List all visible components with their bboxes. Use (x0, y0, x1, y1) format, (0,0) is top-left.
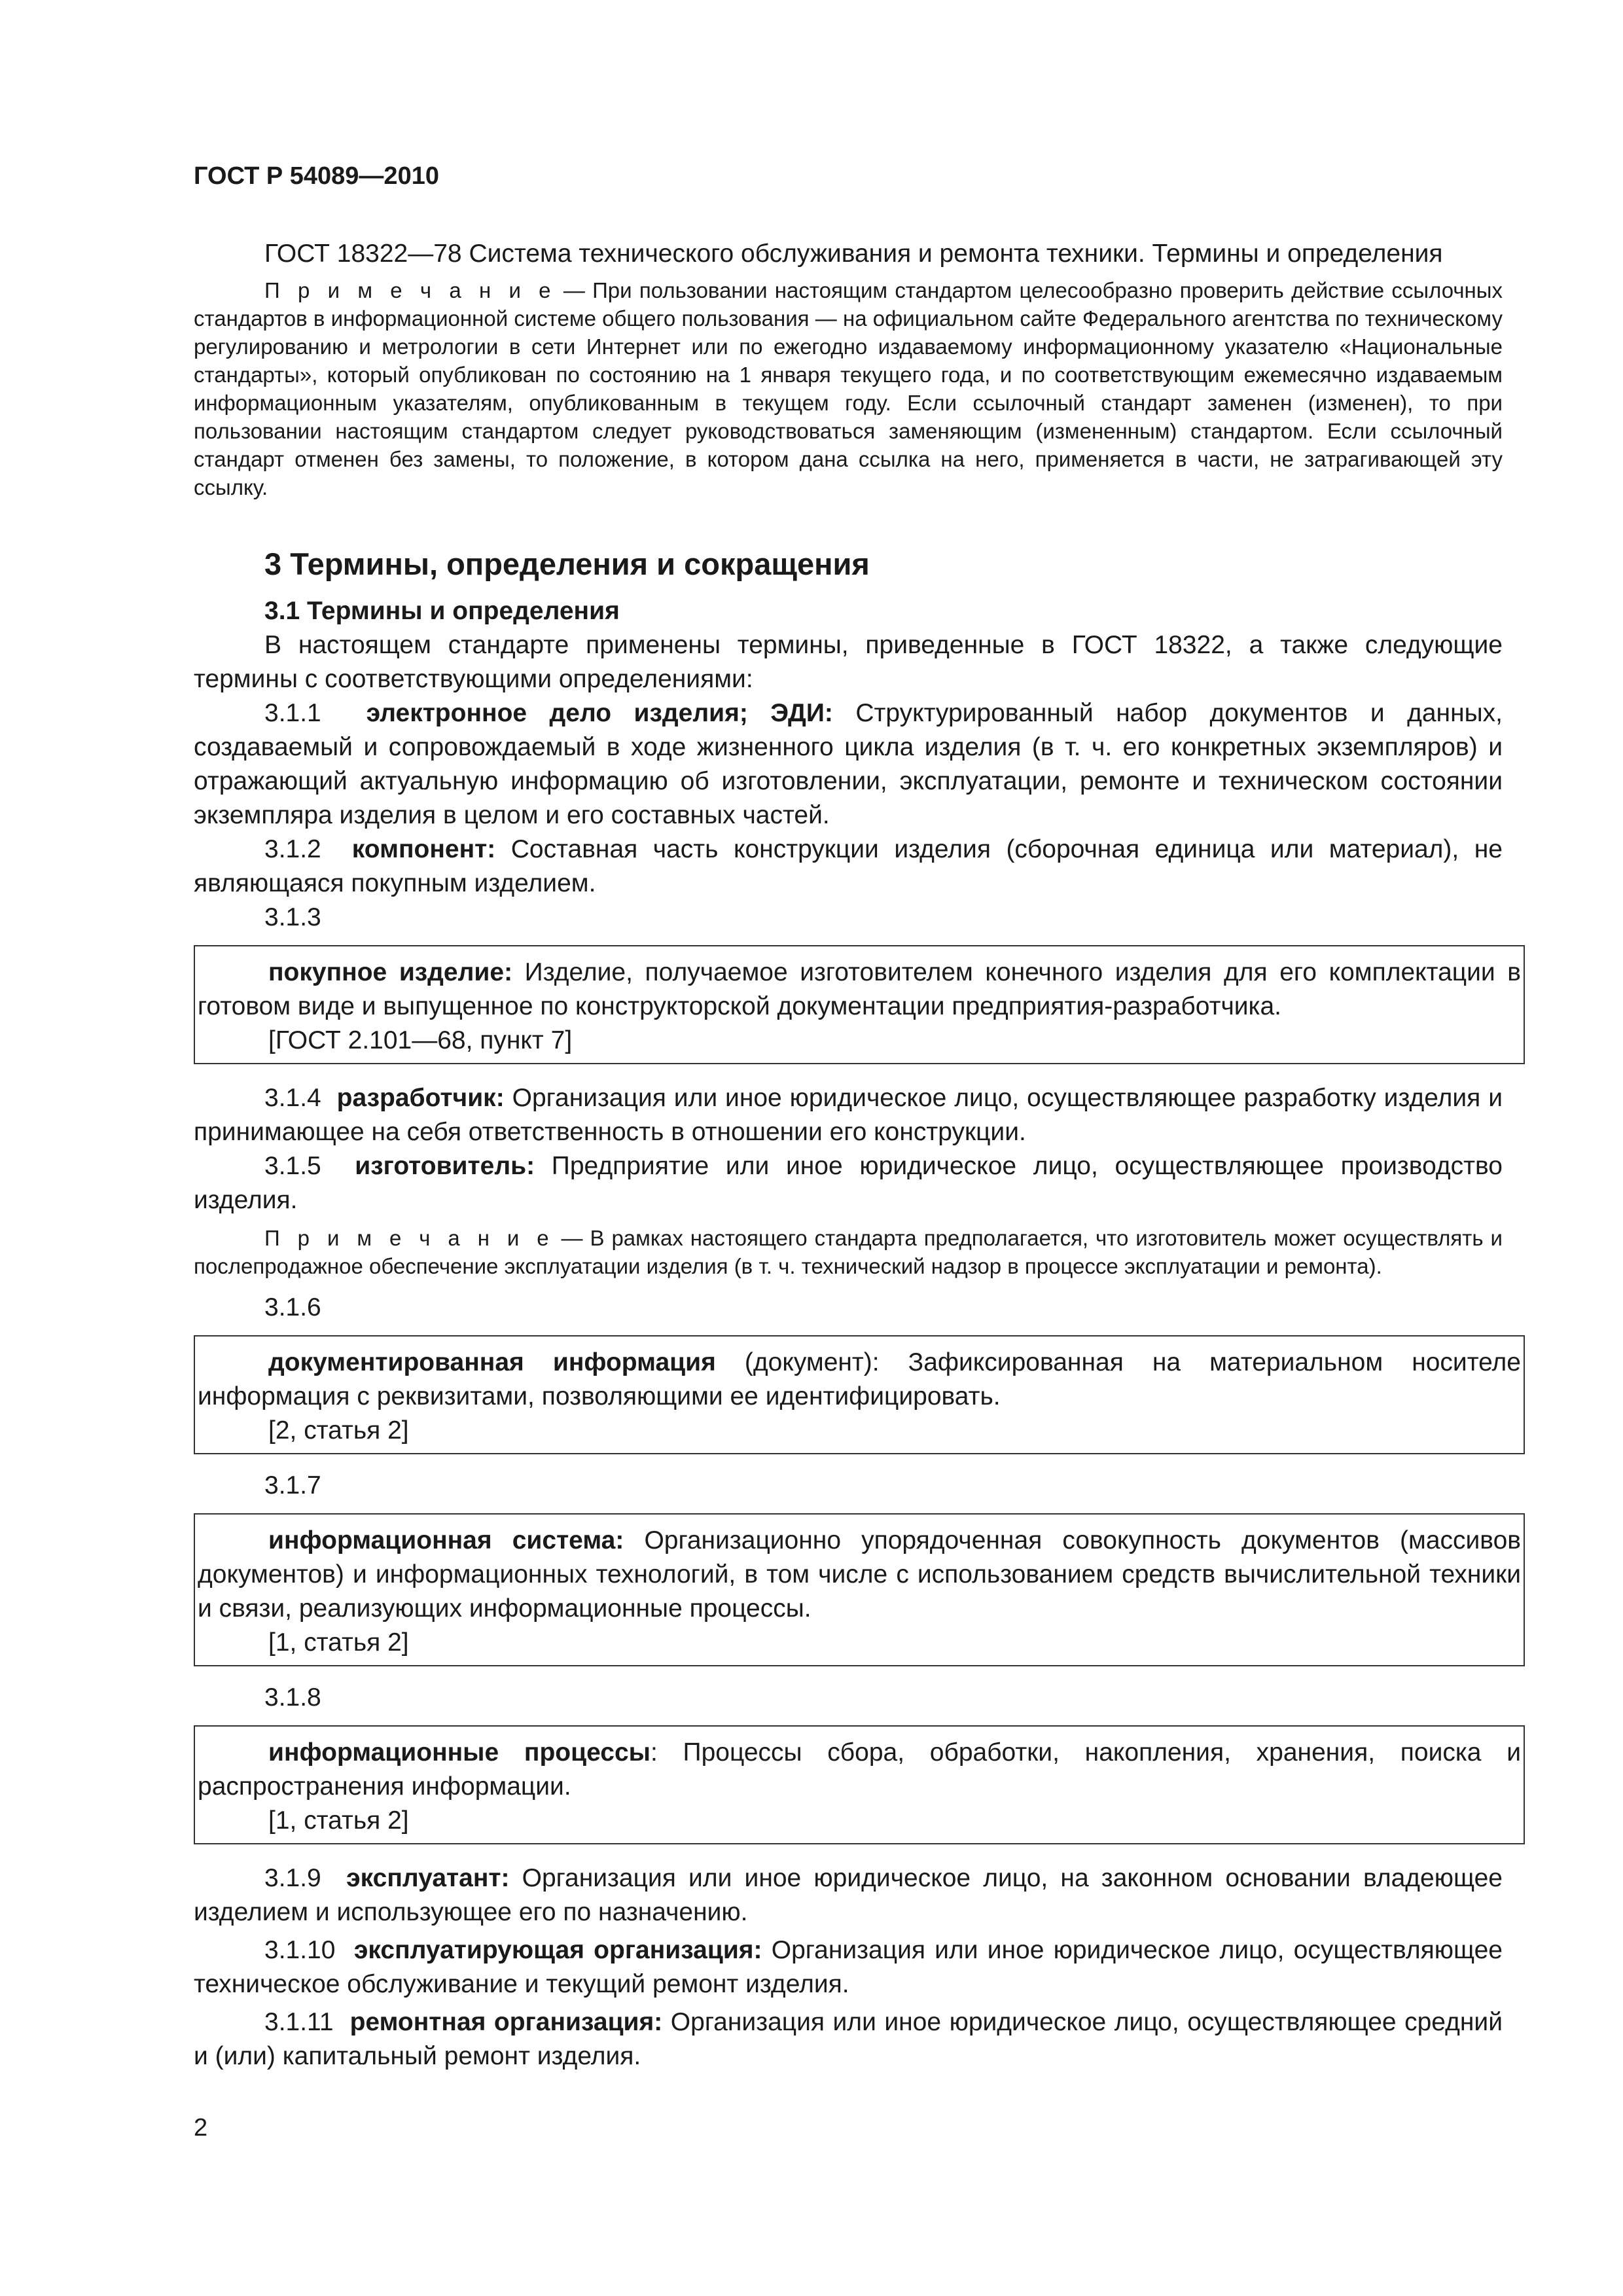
term-3-1-1 (194, 696, 1503, 833)
page-number: 2 (194, 2114, 208, 2142)
term-source: [ГОСТ 2.101—68, пункт 7] (268, 1026, 573, 1054)
term-definition: Организация или иное юридическое лицо, осуществляющее средний и (или) капитальный ремонт изделия. (194, 2008, 1503, 2070)
term-3-1-4 (194, 1081, 1503, 1149)
term-definition: : Зафиксированная на материальном носителе информация с реквизитами, позволяющими ее идентифицировать. (198, 1348, 1521, 1410)
term-name: документированная информация (268, 1348, 716, 1376)
term-box-3-1-6 (194, 1335, 1525, 1454)
section-intro: В настоящем стандарте применены термины, приведенные в ГОСТ 18322, а также следующие термины с соответствующими определениями: (194, 631, 1503, 693)
term-3-1-10 (194, 1933, 1503, 2001)
term-number-3-1-6: 3.1.6 (264, 1293, 321, 1321)
term-3-1-8 (195, 1736, 1524, 1804)
term-number: 3.1.2 (264, 835, 321, 863)
section-3 (194, 545, 1521, 2073)
term-3-1-2 (194, 833, 1503, 901)
term-definition: Организация или иное юридическое лицо, осуществляющее разработку изделия и принимающее на себя ответственность в отношении его конструкции. (194, 1084, 1503, 1146)
term-3-1-6 (195, 1346, 1524, 1414)
term-definition: Предприятие или иное юридическое лицо, осуществляющее производство изделия. (194, 1152, 1503, 1214)
note-label: П р и м е ч а н и е (264, 1226, 554, 1250)
term-3-1-9 (194, 1861, 1503, 1929)
term-definition: Составная часть конструкции изделия (сборочная единица или материал), не являющаяся покупным изделием. (194, 835, 1503, 897)
document-code: ГОСТ Р 54089—2010 (194, 162, 439, 190)
term-name: разработчик: (336, 1084, 505, 1112)
term-name: информационные процессы (268, 1738, 651, 1767)
term-number: 3.1.4 (264, 1084, 321, 1112)
term-3-1-11 (194, 2005, 1503, 2073)
term-source: [2, статья 2] (268, 1416, 409, 1444)
term-name: покупное изделие: (268, 958, 513, 986)
term-source: [1, статья 2] (268, 1628, 409, 1657)
note-label: П р и м е ч а н и е (264, 278, 556, 302)
term-name: информационная система: (268, 1526, 624, 1554)
term-3-1-7 (195, 1524, 1524, 1626)
term-3-1-5 (194, 1149, 1503, 1217)
term-3-1-3 (195, 956, 1524, 1024)
references-block (194, 237, 1503, 501)
term-number: 3.1.1 (264, 699, 321, 727)
term-source: [1, статья 2] (268, 1806, 409, 1835)
term-name: эксплуатант: (346, 1864, 510, 1892)
term-box-3-1-7 (194, 1513, 1525, 1666)
term-number: 3.1.5 (264, 1152, 321, 1180)
term-number: 3.1.11 (264, 2008, 334, 2036)
reference-gost-18322: ГОСТ 18322—78 Система технического обслуживания и ремонта техники. Термины и определения (264, 240, 1443, 268)
term-number-3-1-7: 3.1.7 (264, 1471, 321, 1499)
term-name: компонент: (351, 835, 496, 863)
term-number-3-1-3: 3.1.3 (264, 903, 321, 931)
note-text: — При пользовании настоящим стандартом целесообразно проверить действие ссылочных стандартов в информационной системе общего пользования — на официальном сайте Федерального агентства по техническому регулированию и метрологии в сети Интернет или по ежегодно издаваемому информационному указателю «Национальные стандарты», который опубликован по состоянию на 1 января текущего года, и по соответствующим ежемесячно издаваемым информационным указателям, опубликованным в текущем году. Если ссылочный стандарт заменен (изменен), то при пользовании настоящим стандартом следует руководствоваться заменяющим (измененным) стандартом. Если ссылочный стандарт отменен без замены, то положение, в котором дана ссылка на него, применяется в части, не затрагивающей эту ссылку. (194, 278, 1503, 499)
term-number: 3.1.10 (264, 1936, 336, 1964)
term-number-3-1-8: 3.1.8 (264, 1683, 321, 1712)
term-definition: Организация или иное юридическое лицо, осуществляющее техническое обслуживание и текущий ремонт изделия. (194, 1936, 1503, 1998)
term-definition: : Процессы сбора, обработки, накопления, хранения, поиска и распространения информации. (198, 1738, 1521, 1801)
term-box-3-1-3 (194, 945, 1525, 1064)
term-definition: Структурированный набор документов и данных, создаваемый и сопровождаемый в ходе жизненного цикла изделия (в т. ч. его конкретных экземпляров) и отражающий актуальную информацию об изготовлении, эксплуатации, ремонте и техническом состоянии экземпляра изделия в целом и его составных частей. (194, 699, 1503, 829)
term-definition: Изделие, получаемое изготовителем конечного изделия для его комплектации в готовом виде и выпущенное по конструкторской документации предприятия-разработчика. (198, 958, 1521, 1020)
references-note (194, 276, 1503, 501)
note-text: — В рамках настоящего стандарта предполагается, что изготовитель может осуществлять и послепродажное обеспечение эксплуатации изделия (в т. ч. технический надзор в процессе эксплуатации и ремонта). (194, 1226, 1503, 1278)
term-definition: Организация или иное юридическое лицо, на законном основании владеющее изделием и использующее его по назначению. (194, 1864, 1503, 1926)
term-name: электронное дело изделия; ЭДИ: (366, 699, 833, 727)
term-box-3-1-8 (194, 1725, 1525, 1844)
term-number: 3.1.9 (264, 1864, 321, 1892)
term-definition: Организационно упорядоченная совокупность документов (массивов документов) и информационных технологий, в том числе с использованием средств вычислительной техники и связи, реализующих информационные процессы. (198, 1526, 1521, 1623)
term-def-prefix: (документ) (715, 1348, 872, 1376)
term-name: эксплуатирующая организация: (353, 1936, 762, 1964)
subsection-title: 3.1 Термины и определения (264, 597, 620, 625)
term-name: изготовитель: (355, 1152, 535, 1180)
section-title: 3 Термины, определения и сокращения (264, 547, 870, 581)
note-3-1-5 (194, 1224, 1503, 1280)
term-name: ремонтная организация: (349, 2008, 663, 2036)
